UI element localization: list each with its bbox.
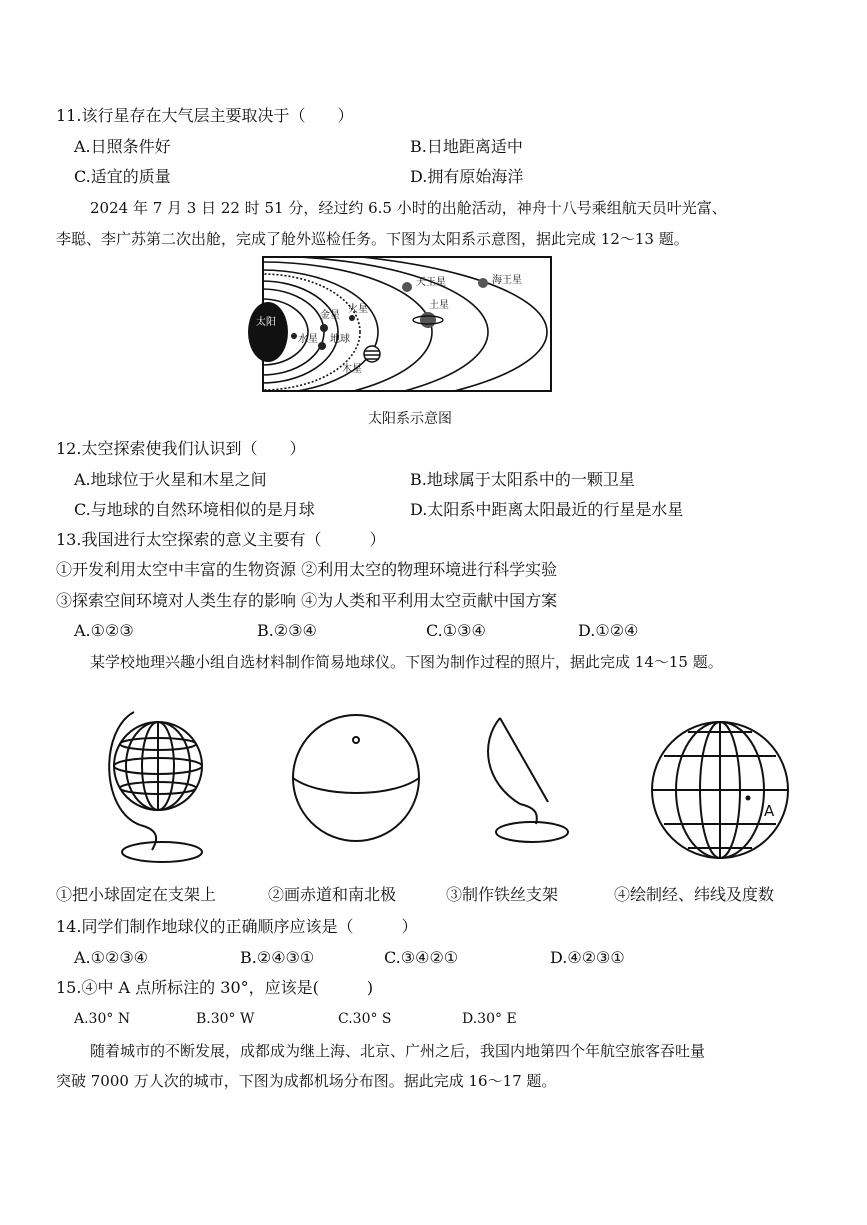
q12-option-a: A.地球位于火星和木星之间 [74,470,267,489]
globe-step-3-caption: ③制作铁丝支架 [446,885,559,904]
uranus-label: 天王星 [416,277,446,288]
venus [320,324,328,332]
q14-option-d: D.④②③① [550,948,625,967]
jupiter-label: 木星 [342,364,362,375]
point-a-label: A [764,802,775,820]
q15-option-c: C.30° S [338,1011,392,1027]
intro-16-17-line1: 随着城市的不断发展，成都成为继上海、北京、广州之后，我国内地第四个年航空旅客吞吐量 [90,1042,706,1060]
uranus [402,282,412,292]
globe-step-3-photo [480,712,580,852]
q15-option-d: D.30° E [462,1011,517,1027]
mercury-label: 水星 [298,334,318,345]
q11-option-b: B.日地距离适中 [410,137,523,156]
mars-label: 火星 [348,304,368,315]
q13-statement-3-4: ③探索空间环境对人类生存的影响 ④为人类和平利用太空贡献中国方案 [56,591,558,610]
saturn-label: 土星 [429,300,449,311]
globe-step-4-photo [648,718,798,862]
venus-label: 金星 [320,310,340,321]
intro-14-15: 某学校地理兴趣小组自选材料制作简易地球仪。下图为制作过程的照片，据此完成 14～15 题。 [90,653,723,671]
q15-option-b: B.30° W [196,1011,255,1027]
sun-label: 太阳 [256,317,276,328]
q13-option-d: D.①②④ [578,621,639,640]
globe-step-1-photo [100,700,220,870]
intro-16-17-line2: 突破 7000 万人次的城市，下图为成都机场分布图。据此完成 16～17 题。 [56,1072,557,1090]
sun [248,302,288,362]
mercury [291,333,297,339]
earth [318,342,326,350]
globe-step-4-caption: ④绘制经、纬线及度数 [614,885,775,904]
solar-system-diagram [256,256,552,392]
q11-option-d: D.拥有原始海洋 [410,167,524,186]
globe-step-1-caption: ①把小球固定在支架上 [56,885,217,904]
q12-option-c: C.与地球的自然环境相似的是月球 [74,500,315,519]
neptune-label: 海王星 [492,275,522,286]
q12-option-d: D.太阳系中距离太阳最近的行星是水星 [410,500,684,519]
q11-option-a: A.日照条件好 [74,137,171,156]
saturn [420,312,436,328]
solar-caption: 太阳系示意图 [368,411,452,427]
q12-option-b: B.地球属于太阳系中的一颗卫星 [410,470,635,489]
intro-12-13-line2: 李聪、李广苏第二次出舱，完成了舱外巡检任务。下图为太阳系示意图，据此完成 12～13 题。 [56,230,689,248]
earth-label: 地球 [330,334,350,345]
q13-stem: 13.我国进行太空探索的意义主要有（ ） [56,530,386,549]
q13-statement-1-2: ①开发利用太空中丰富的生物资源 ②利用太空的物理环境进行科学实验 [56,560,558,579]
q13-option-c: C.①③④ [426,621,486,640]
globe-step-2-photo [290,712,422,846]
mars [349,315,355,321]
q14-stem: 14.同学们制作地球仪的正确顺序应该是（ ） [56,917,418,936]
q11-stem: 11.该行星存在大气层主要取决于（ ） [56,106,354,125]
intro-12-13-line1: 2024 年 7 月 3 日 22 时 51 分，经过约 6.5 小时的出舱活动，神舟十八号乘组航天员叶光富、 [90,199,727,217]
q14-option-b: B.②④③① [240,948,315,967]
q14-option-a: A.①②③④ [74,948,149,967]
q12-stem: 12.太空探索使我们认识到（ ） [56,439,306,458]
q13-option-a: A.①②③ [74,621,134,640]
q13-option-b: B.②③④ [257,621,317,640]
neptune [478,278,488,288]
q15-stem: 15.④中 A 点所标注的 30°，应该是( ) [56,978,374,997]
globe-step-2-caption: ②画赤道和南北极 [268,885,397,904]
q11-option-c: C.适宜的质量 [74,167,171,186]
q15-option-a: A.30° N [74,1011,131,1027]
q14-option-c: C.③④②① [384,948,459,967]
